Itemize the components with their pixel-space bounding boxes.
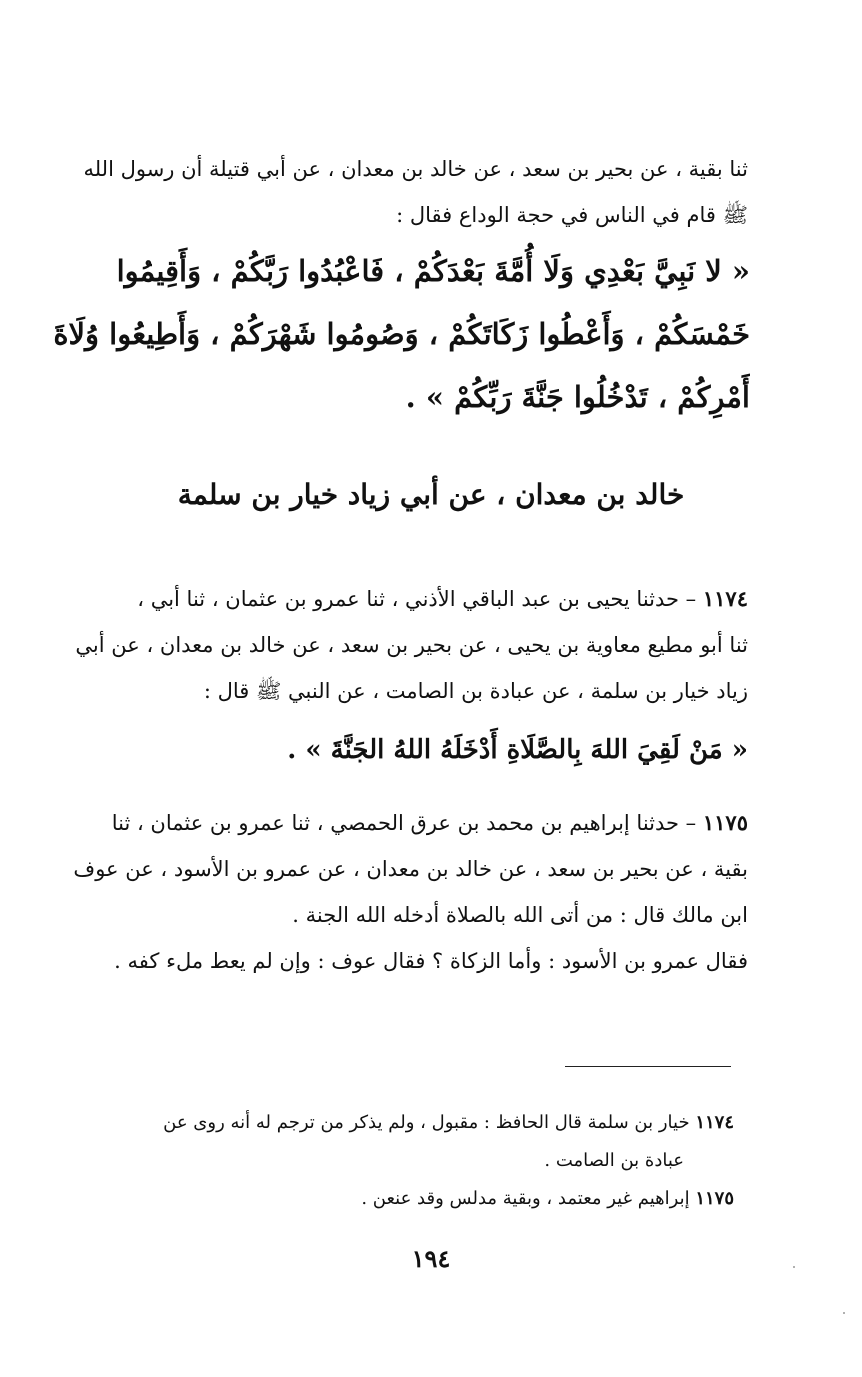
hadith-1175-text: – حدثنا إبراهيم بن محمد بن عرق الحمصي ، ثنا عمرو بن عثمان ، ثنا [111, 811, 697, 835]
footnote-1174-line: عبادة بن الصامت . [544, 1150, 684, 1171]
footnote-1174-text: خيار بن سلمة قال الحافظ : مقبول ، ولم يذكر من ترجم له أنه روى عن [163, 1112, 690, 1133]
hadith-1174-line: زياد خيار بن سلمة ، عن عبادة بن الصامت ، عن النبي ﷺ قال : [203, 679, 748, 703]
hadith-1175-line: ابن مالك قال : من أتى الله بالصلاة أدخله الله الجنة . [292, 903, 748, 927]
hadith-1174-line: ثنا أبو مطيع معاوية بن يحيى ، عن بحير بن سعد ، عن خالد بن معدان ، عن أبي [75, 633, 748, 657]
intro-paragraph [50, 146, 748, 238]
section-heading: خالد بن معدان ، عن أبي زياد خيار بن سلمة [177, 478, 685, 511]
hadith-number: ١١٧٤ [702, 586, 748, 611]
hadith-1175-line [50, 800, 748, 846]
footnote-divider [565, 1066, 731, 1067]
hadith-1174 [50, 576, 748, 714]
hadith-line: « لا نَبِيَّ بَعْدِي وَلَا أُمَّةَ بَعْدَكُمْ ، فَاعْبُدُوا رَبَّكُمْ ، وَأَقِيمُوا [116, 254, 750, 288]
hadith-1174-quote-line: « مَنْ لَقِيَ اللهَ بِالصَّلَاةِ أَدْخَلَهُ اللهُ الجَنَّةَ » . [287, 735, 748, 765]
hadith-1174-line [50, 576, 748, 622]
hadith-1175-line: فقال عمرو بن الأسود : وأما الزكاة ؟ فقال عوف : وإن لم يعط ملء كفه . [114, 949, 748, 973]
page-number: ١٩٤ [411, 1244, 451, 1273]
footnotes [50, 1104, 734, 1218]
footnote-number: ١١٧٥ [695, 1188, 734, 1209]
intro-line: ثنا بقية ، عن بحير بن سعد ، عن خالد بن معدان ، عن أبي قتيلة أن رسول الله [83, 157, 748, 181]
intro-line: ﷺ قام في الناس في حجة الوداع فقال : [396, 203, 748, 227]
hadith-1174-text: – حدثنا يحيى بن عبد الباقي الأذني ، ثنا عمرو بن عثمان ، ثنا أبي ، [137, 587, 697, 611]
hadith-1174-quote [150, 722, 748, 778]
hadith-line: أَمْرِكُمْ ، تَدْخُلُوا جَنَّةَ رَبِّكُمْ » . [405, 380, 750, 414]
hadith-1175 [50, 800, 748, 984]
scan-speck [793, 1266, 795, 1268]
footnote-number: ١١٧٤ [695, 1112, 734, 1133]
hadith-number: ١١٧٥ [702, 810, 748, 835]
footnote-1175-line [50, 1180, 734, 1218]
footnote-1175-text: إبراهيم غير معتمد ، وبقية مدلس وقد عنعن . [361, 1188, 690, 1209]
hadith-1175-line: بقية ، عن بحير بن سعد ، عن خالد بن معدان ، عن عمرو بن الأسود ، عن عوف [73, 857, 748, 881]
hadith-main-text [50, 240, 750, 429]
footnote-1174-line [50, 1104, 734, 1142]
hadith-line: خَمْسَكُمْ ، وَأَعْطُوا زَكَاتَكُمْ ، وَصُومُوا شَهْرَكُمْ ، وَأَطِيعُوا وُلَاةَ [53, 317, 750, 351]
scan-speck [843, 1312, 845, 1314]
